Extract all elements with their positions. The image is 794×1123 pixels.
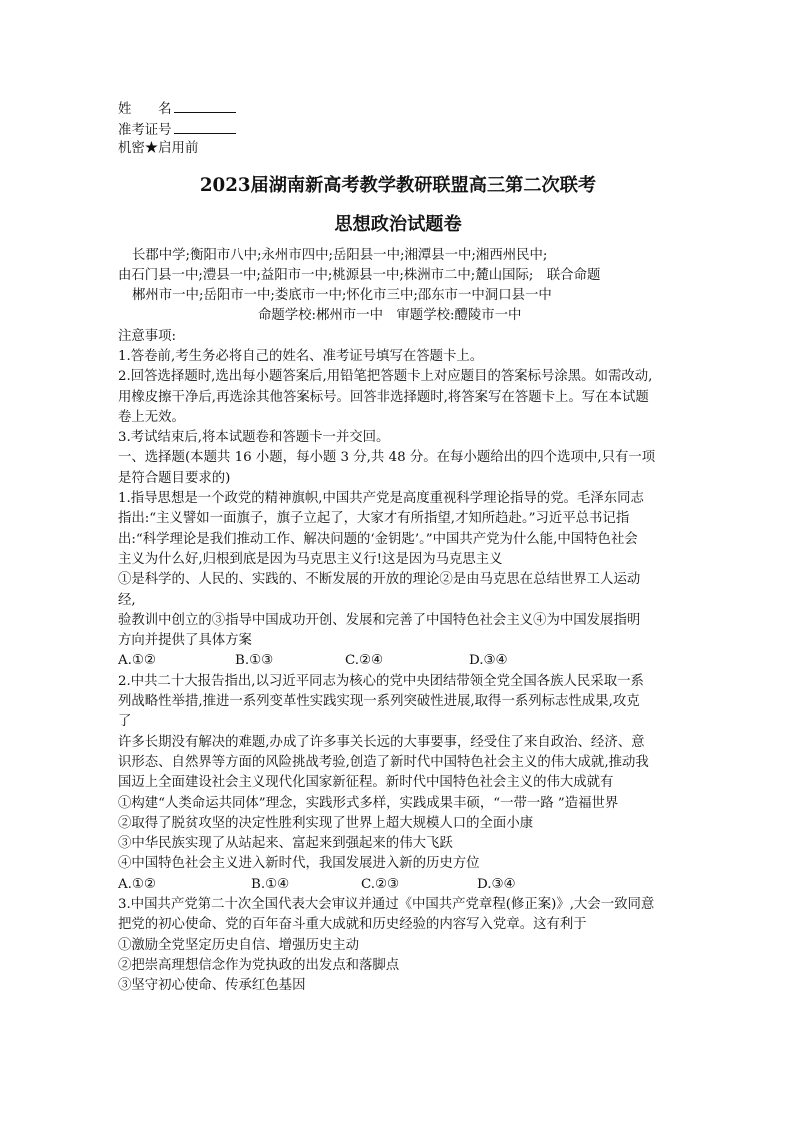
- name-label: 姓 名: [118, 102, 172, 117]
- q2-statement-2: ②取得了脱贫攻坚的决定性胜利实现了世界上超大规模人口的全面小康: [118, 815, 534, 831]
- exam-subtitle: 思想政治试题卷: [334, 213, 462, 235]
- q1-line-5: ①是科学的、人民的、实践的、不断发展的开放的理论②是由马克思在总结世界工人运动: [118, 572, 641, 588]
- q1-line-8: 方向并提供了具体方案: [118, 633, 252, 649]
- q2-option-a: A.①②: [118, 876, 156, 892]
- note-2c: 卷上无效。: [118, 409, 185, 425]
- q2-options: [118, 875, 678, 895]
- schools-line-3: 郴州市一中;岳阳市一中;娄底市一中;怀化市三中;邵东市一中洞口县一中: [132, 288, 552, 304]
- exam-page: [118, 98, 678, 996]
- section-heading: [118, 448, 678, 489]
- exam-id-blank: [174, 119, 236, 134]
- exam-id-field: [118, 119, 678, 140]
- question-3: [118, 895, 678, 996]
- q2-line-5: 识形态、自然界等方面的风险挑战考验,创造了新时代中国特色社会主义的伟大成就,推动我: [118, 754, 649, 770]
- q2-option-b: B.①④: [251, 876, 290, 892]
- q2-line-4: 许多长期没有解决的难题,办成了许多事关长远的大事要事，经受住了来自政治、经济、意: [118, 734, 645, 750]
- q1-line-4: 主义为什么好,归根到底是因为马克思主义行!这是因为马克思主义: [118, 551, 503, 567]
- q3-line-1: 3.中国共产党第二十次全国代表大会审议并通过《中国共产党章程(修正案)》,大会一致同意: [118, 897, 655, 912]
- q3-statement-3: ③坚守初心使命、传承红色基因: [118, 978, 306, 994]
- name-field: [118, 98, 678, 119]
- section-line-2: 是符合题目要求的): [118, 470, 231, 486]
- q2-statement-3: ③中华民族实现了从站起来、富起来到强起来的伟大飞跃: [118, 836, 453, 852]
- q1-options: [118, 651, 678, 671]
- note-3: 3.考试结束后,将本试题卷和答题卡一并交回。: [118, 430, 390, 446]
- section-line-1: 一、选择题(本题共 16 小题，每小题 3 分,共 48 分。在每小题给出的四个选项中,只有一项: [118, 450, 656, 466]
- notes-block: [118, 327, 678, 449]
- q1-option-d: D.③④: [469, 653, 508, 669]
- q2-option-c: C.②③: [361, 876, 400, 892]
- q1-line-2: 指出:“主义譬如一面旗子，旗子立起了，大家才有所指望,才知所趋赴。”习近平总书记指: [118, 511, 630, 527]
- exam-id-label: 准考证号: [118, 122, 172, 138]
- note-1: 1.答卷前,考生务必将自己的姓名、准考证号填写在答题卡上。: [118, 348, 484, 364]
- q2-line-1: 2.中共二十大报告指出,以习近平同志为核心的党中央团结带领全党全国各族人民采取一系: [118, 673, 644, 689]
- q1-line-7: 验教训中创立的③指导中国成功开创、发展和完善了中国特色社会主义④为中国发展指明: [118, 612, 641, 628]
- schools-line-1: 长郡中学;衡阳市八中;永州市四中;岳阳县一中;湘潭县一中;湘西州民中;: [132, 247, 548, 263]
- q2-statement-1: ①构建“人类命运共同体”理念，实践形式多样，实践成果丰硕，“一带一路 ”造福世界: [118, 795, 619, 811]
- schools-line-2: 由石门县一中;澧县一中;益阳市一中;桃源县一中;株洲市二中;麓山国际; 联合命题: [118, 267, 601, 283]
- q1-line-6: 经,: [118, 592, 136, 608]
- q1-line-1: 1.指导思想是一个政党的精神旗帜,中国共产党是高度重视科学理论指导的党。毛泽东同志: [118, 491, 644, 507]
- q3-statement-2: ②把崇高理想信念作为党执政的出发点和落脚点: [118, 957, 400, 973]
- note-2a: 2.回答选择题时,选出每小题答案后,用铅笔把答题卡上对应题目的答案标号涂黑。如需改动,: [118, 369, 653, 385]
- q1-option-a: A.①②: [118, 653, 156, 669]
- note-2b: 用橡皮擦干净后,再选涂其他答案标号。回答非选择题时,将答案写在答题卡上。写在本试题: [118, 389, 649, 405]
- q2-statement-4: ④中国特色社会主义进入新时代，我国发展进入新的历史方位: [118, 856, 480, 872]
- secret-label: 机密★启用前: [118, 141, 199, 156]
- schools-line-4: 命题学校:郴州市一中 审题学校:醴陵市一中: [258, 308, 522, 324]
- name-blank: [174, 98, 236, 113]
- q2-line-3: 了: [118, 714, 132, 730]
- q1-option-c: C.②④: [345, 653, 384, 669]
- notes-heading: 注意事项:: [118, 328, 177, 344]
- q1-option-b: B.①③: [235, 653, 274, 669]
- exam-title: 2023届湖南新高考教学教研联盟高三第二次联考: [199, 174, 597, 196]
- question-2: [118, 672, 678, 895]
- schools-block: [118, 246, 678, 327]
- question-1: [118, 489, 678, 672]
- q3-line-2: 把党的初心使命、党的百年奋斗重大成就和历史经验的内容写入党章。这有利于: [118, 917, 587, 933]
- q1-line-3: 出:“科学理论是我们推动工作、解决问题的‘金钥匙’。”中国共产党为什么能,中国特色社会: [118, 531, 638, 547]
- q3-statement-1: ①激励全党坚定历史自信、增强历史主动: [118, 937, 360, 953]
- q2-option-d: D.③④: [477, 876, 516, 892]
- q2-line-2: 列战略性举措,推进一系列变革性实践实现一系列突破性进展,取得一系列标志性成果,攻克: [118, 694, 640, 710]
- q2-line-6: 国迈上全面建设社会主义现代化国家新征程。新时代中国特色社会主义的伟大成就有: [118, 775, 614, 791]
